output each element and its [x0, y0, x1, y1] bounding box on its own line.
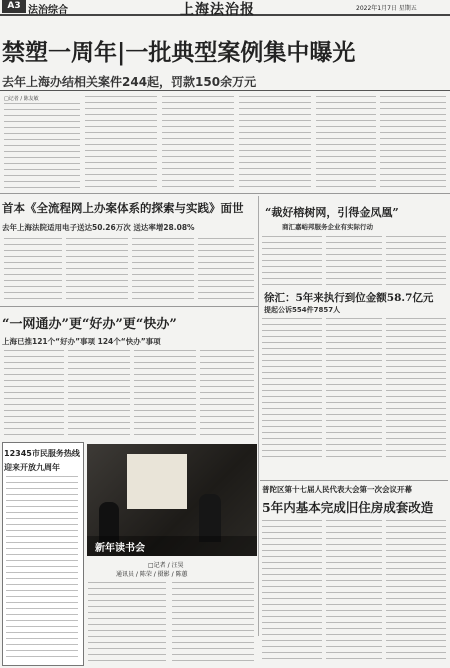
story4-headline: “裁好榕树网，引得金凤凰” [265, 206, 399, 219]
story4-col-1 [262, 236, 322, 286]
story3-headline: “一网通办”更“好办”更“快办” [2, 317, 177, 332]
story2-col-3 [132, 238, 194, 300]
lead-byline: □记者 / 陈友敏 [4, 96, 39, 102]
lead-col-4 [239, 96, 311, 188]
photo-credit-2: 通讯员 / 陈荣 / 摄影 / 陈蕙 [116, 571, 188, 578]
story3-rule [0, 306, 258, 307]
story5-subheadline: 提起公诉554件7857人 [264, 306, 341, 314]
story3-subheadline: 上海已推121个“好办”事项 124个“快办”事项 [2, 337, 161, 346]
story3-col-1 [4, 350, 64, 438]
story4-col-2 [326, 236, 382, 286]
story5-col-1 [262, 318, 322, 460]
person-right [199, 494, 221, 542]
photo-story-col-1 [88, 582, 166, 664]
story6-col-2 [326, 520, 382, 662]
photo-story-col-2 [172, 582, 254, 664]
sidebar-subheadline: 迎来开放九周年 [4, 463, 60, 472]
lead-col-5 [316, 96, 376, 188]
lead-col-1 [4, 103, 80, 188]
lead-headline: 禁塑一周年|一批典型案例集中曝光 [2, 39, 356, 66]
lead-col-6 [380, 96, 446, 188]
lead-rule [0, 90, 450, 91]
story5-col-3 [386, 318, 446, 460]
lead-bottom-rule [0, 193, 450, 194]
story3-col-2 [68, 350, 130, 438]
masthead: 上海法治报 [180, 2, 255, 18]
story2-headline: 首本《全流程网上办案体系的探索与实践》面世 [2, 201, 244, 215]
lead-col-3 [162, 96, 234, 188]
sidebar-headline: 12345市民服务热线 [4, 449, 80, 458]
dateline: 2022年1月7日 星期五 [356, 5, 417, 12]
story2-subheadline: 去年上海法院适用电子送达50.26万次 送达率增28.08% [2, 223, 195, 232]
story5-headline: 徐汇：5年来执行到位金额58.7亿元 [264, 292, 434, 304]
lead-subheadline: 去年上海办结相关案件244起，罚款150余万元 [2, 75, 257, 89]
poster-board [127, 454, 187, 509]
story6-rule [260, 480, 448, 481]
story3-col-3 [134, 350, 196, 438]
story6-subheadline-top: 普陀区第十七届人民代表大会第一次会议开幕 [262, 485, 412, 494]
sidebar-body [6, 476, 78, 658]
section-name: 法治综合 [28, 5, 68, 16]
news-photo [87, 444, 257, 556]
story6-col-3 [386, 520, 446, 662]
photo-credit-1: □记者 / 汪昊 [148, 562, 184, 569]
lead-col-2 [85, 96, 157, 188]
story2-col-4 [198, 238, 254, 300]
story6-col-1 [262, 520, 322, 662]
story3-col-4 [200, 350, 254, 438]
column-divider [258, 196, 259, 636]
section-mark: A3 [2, 0, 26, 13]
story4-col-3 [386, 236, 446, 286]
story2-col-1 [4, 238, 62, 300]
story5-col-2 [326, 318, 382, 460]
story4-subheadline: 商汇嘉峪邦服务企业有实际行动 [282, 223, 373, 231]
story2-col-2 [66, 238, 128, 300]
photo-caption: 新年读书会 [95, 543, 145, 554]
story6-headline: 5年内基本完成旧住房成套改造 [262, 500, 434, 515]
